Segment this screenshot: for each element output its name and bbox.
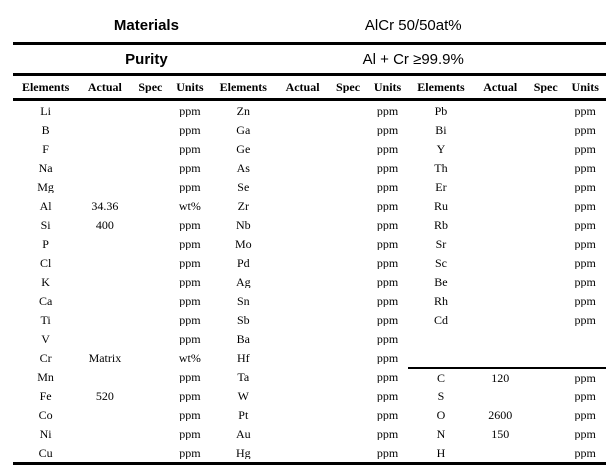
element-cell: As [236,161,250,174]
table-row [211,367,409,386]
table-row [13,101,211,120]
table-row [13,196,211,215]
units-cell: ppm [376,408,399,421]
element-cell: Pb [434,104,448,117]
column-header-units: Units [373,81,402,93]
units-cell: ppm [179,370,201,383]
spec-header [0,0,614,76]
table-row [13,177,211,196]
element-cell: Rh [433,294,448,307]
column-header-actual: Actual [285,81,320,93]
units-cell: ppm [376,199,399,212]
units-cell: ppm [376,294,399,307]
units-cell: ppm [376,161,399,174]
table-row [408,291,606,310]
element-cell: Li [40,104,51,117]
element-cell: H [436,446,446,459]
units-cell: ppm [574,237,596,250]
units-cell: ppm [179,389,201,402]
element-cell: W [237,389,249,402]
table-row [13,367,211,386]
units-cell: ppm [574,104,596,117]
element-cell: Ca [38,294,53,307]
element-cell: Si [40,218,51,231]
units-cell: ppm [574,427,596,440]
units-cell: ppm [376,142,399,155]
materials-label: Materials [113,16,179,34]
units-cell: ppm [376,313,399,326]
units-cell: ppm [574,275,596,288]
table-row [211,405,409,424]
table-row [211,158,409,177]
column-header-row [211,76,409,101]
column-header-row [408,76,606,101]
purity-value: Al + Cr ≥99.9% [362,50,464,68]
column-header-spec: Spec [138,81,163,93]
table-row [13,424,211,443]
table-group-3 [408,76,606,462]
element-cell: O [436,408,446,421]
element-cell: Nb [235,218,251,231]
units-cell: ppm [574,294,596,307]
actual-cell: 400 [95,218,114,231]
units-cell: ppm [574,218,596,231]
element-cell: Sb [236,313,250,326]
units-cell: wt% [178,351,201,364]
table-row [408,120,606,139]
element-cell: Al [39,199,52,212]
table-row [408,234,606,253]
element-cell: Au [235,427,251,440]
units-cell: wt% [178,199,201,212]
table-row [408,405,606,424]
actual-cell: 520 [95,389,114,402]
units-cell: ppm [179,161,201,174]
units-cell: ppm [376,104,399,117]
units-cell: ppm [179,313,201,326]
table-row [408,177,606,196]
table-row [13,272,211,291]
materials-value: AlCr 50/50at% [364,16,462,34]
units-cell: ppm [376,427,399,440]
units-cell: ppm [179,142,201,155]
units-cell: ppm [574,371,596,384]
element-cell: Mn [37,370,54,383]
units-cell: ppm [376,332,399,345]
actual-cell: 120 [491,371,510,384]
actual-cell: 2600 [488,408,513,421]
units-cell: ppm [179,104,201,117]
element-cell: Co [38,408,53,421]
units-cell: ppm [376,123,399,136]
table-row [408,139,606,158]
table-row [211,291,409,310]
element-cell: Ba [236,332,250,345]
element-cell: Y [436,142,446,155]
table-row [211,310,409,329]
table-row [211,101,409,120]
element-cell: Er [435,180,447,193]
element-cell: Ni [39,427,52,440]
element-cell: Cu [38,446,53,459]
units-cell: ppm [574,408,596,421]
table-row [211,348,409,367]
table-row [13,158,211,177]
table-row [211,120,409,139]
units-cell: ppm [179,256,201,269]
column-header-elements: Elements [21,81,70,93]
element-cell: S [437,389,445,402]
actual-cell: 150 [491,427,510,440]
units-cell: ppm [179,180,201,193]
element-cell: Ag [235,275,251,288]
column-header-actual: Actual [87,81,122,93]
table-row [13,405,211,424]
table-row [211,329,409,348]
table-row [408,101,606,120]
column-header-units: Units [176,81,204,93]
units-cell: ppm [574,256,596,269]
column-header-elements: Elements [219,81,267,93]
element-cell: Ta [237,370,250,383]
elements-table [13,76,606,465]
column-header-spec: Spec [336,81,361,93]
units-cell: ppm [376,446,399,459]
table-row [13,310,211,329]
element-cell: B [41,123,50,136]
table-row [13,329,211,348]
units-cell: ppm [179,237,201,250]
table-group-1 [13,76,211,462]
units-cell: ppm [376,237,399,250]
table-row [408,348,606,367]
units-cell: ppm [574,389,596,402]
table-row [13,139,211,158]
element-cell: Na [38,161,53,174]
purity-row [13,45,606,76]
element-cell: Mg [37,180,54,193]
table-row [408,310,606,329]
table-row [13,348,211,367]
element-cell: Hf [236,351,250,364]
units-cell: ppm [179,275,201,288]
table-row [408,443,606,462]
element-cell: Cl [39,256,52,269]
table-row [13,215,211,234]
table-row [211,177,409,196]
purity-label: Purity [125,50,168,68]
units-cell: ppm [179,332,201,345]
element-cell: Cd [433,313,448,326]
element-cell: Th [434,161,448,174]
units-cell: ppm [376,275,399,288]
table-row [408,215,606,234]
element-cell: Zr [237,199,249,212]
units-cell: ppm [574,199,596,212]
table-row [408,329,606,348]
table-row [408,272,606,291]
element-cell: Sc [434,256,447,269]
table-row [13,120,211,139]
element-cell: N [436,427,446,440]
units-cell: ppm [376,370,399,383]
table-row [408,158,606,177]
table-row [211,196,409,215]
units-cell: ppm [574,123,596,136]
table-row [211,253,409,272]
units-cell: ppm [574,446,596,459]
table-row [211,386,409,405]
element-cell: K [41,275,50,288]
actual-cell: 34.36 [91,199,119,212]
element-cell: Ru [433,199,448,212]
units-cell: ppm [376,218,399,231]
table-row [211,215,409,234]
element-cell: P [42,237,49,250]
table-row [13,386,211,405]
element-cell: Cr [39,351,52,364]
element-cell: Hg [235,446,251,459]
table-row [408,386,606,405]
units-cell: ppm [179,408,201,421]
units-cell: ppm [574,313,596,326]
table-row [211,272,409,291]
table-row [211,424,409,443]
element-cell: Pd [236,256,250,269]
units-cell: ppm [376,351,399,364]
element-cell: Fe [39,389,52,402]
materials-row [13,8,606,45]
element-cell: Se [237,180,250,193]
table-row [408,367,606,386]
table-row [13,234,211,253]
table-row [211,139,409,158]
units-cell: ppm [179,427,201,440]
column-header-row [13,76,211,101]
actual-cell: Matrix [88,351,122,364]
element-cell: Zn [236,104,250,117]
table-group-2 [211,76,409,462]
element-cell: Be [434,275,448,288]
column-header-spec: Spec [533,81,558,93]
element-cell: C [436,371,445,384]
table-row [211,234,409,253]
element-cell: Mo [234,237,252,250]
element-cell: V [41,332,50,345]
units-cell: ppm [376,389,399,402]
units-cell: ppm [179,446,201,459]
element-cell: Ti [40,313,51,326]
table-row [408,253,606,272]
units-cell: ppm [179,218,201,231]
table-row [13,253,211,272]
element-cell: Ga [236,123,251,136]
units-cell: ppm [376,256,399,269]
element-cell: F [42,142,49,155]
element-cell: Bi [435,123,447,136]
units-cell: ppm [179,294,201,307]
table-row [408,196,606,215]
table-row [211,443,409,462]
element-cell: Sr [435,237,447,250]
table-row [408,424,606,443]
units-cell: ppm [574,161,596,174]
element-cell: Sn [236,294,250,307]
table-row [13,291,211,310]
column-header-elements: Elements [417,81,465,93]
units-cell: ppm [179,123,201,136]
element-cell: Ge [236,142,251,155]
units-cell: ppm [574,180,596,193]
units-cell: ppm [574,142,596,155]
column-header-actual: Actual [483,81,518,93]
column-header-units: Units [571,81,599,93]
table-row [13,443,211,462]
units-cell: ppm [376,180,399,193]
element-cell: Pt [238,408,249,421]
element-cell: Rb [433,218,448,231]
